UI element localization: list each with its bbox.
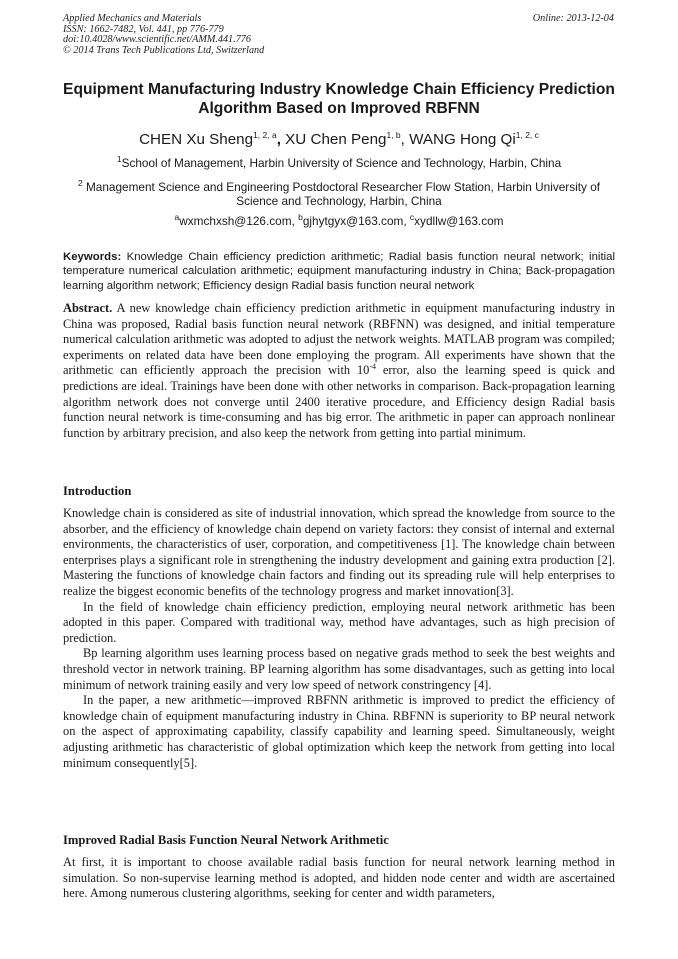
- abstract-text-continued: error, also the learning speed is quick and predictions are ideal. Trainings have been done with other networks in comparison. Back-propagation learning algorithm network does not converge until 2400 iterative procedure, and Efficiency design Radial basis function neural network is time-consuming and has big error. The arithmetic in paper can approach nonlinear function by arbitrary precision, and also keep the network from getting into partial minimum.: [63, 363, 615, 440]
- keywords-label: Keywords:: [63, 251, 122, 263]
- author-superscript: 1, 2, a: [253, 129, 277, 140]
- author-name: WANG Hong Qi: [409, 131, 516, 148]
- section-heading: Improved Radial Basis Function Neural Network Arithmetic: [63, 833, 389, 847]
- issn-line: ISSN: 1662-7482, Vol. 441, pp 776-779: [63, 23, 224, 35]
- author-name: XU Chen Peng: [285, 131, 387, 148]
- error-exponent: -4: [369, 362, 377, 372]
- journal-name: Applied Mechanics and Materials: [63, 13, 202, 24]
- abstract-text: A new knowledge chain efficiency prediction arithmetic in equipment manufacturing industry in China was proposed, Radial basis function neural network (RBFNN) was designed, and initial temperature numerical calculation arithmetic was adopted to adjust the network weights. MATLAB program was compiled; experiments on related data have been done employing the program. All experiments have shown that the arithmetic can efficiently approach the precision with: [63, 301, 615, 378]
- email-superscript: c: [409, 212, 415, 223]
- affiliation-text: Management Science and Engineering Postdoctoral Researcher Flow Station, Harbin University of Science and Technology, Harbin, China: [85, 180, 601, 208]
- email-address[interactable]: wxmchxsh@126.com,: [179, 214, 295, 228]
- paragraph: In the field of knowledge chain efficiency prediction, employing neural network arithmetic has been adopted in this paper. Compared with traditional way, method have advantages, such as high precision of prediction.: [63, 599, 615, 645]
- affiliation-2: [63, 180, 615, 208]
- paragraph: Knowledge chain is considered as site of industrial innovation, which spread the knowledge from source to the absorber, and the efficiency of knowledge chain depend on variety factors: they consist of internal and external environments, the characteristics of user, corporation, and competitiveness [1]. The knowledge chain between enterprises plays a significant role in strengthening the industry development and gaining extra production [2]. Mastering the functions of knowledge chain factors and finding out its spreading rule will help enterprises to realize the biggest economic benefits of the technology progress and market innovation[3].: [63, 506, 615, 598]
- email-address[interactable]: xydllw@163.com: [414, 214, 504, 228]
- affiliation-superscript: 2: [77, 178, 83, 189]
- keywords-text: Knowledge Chain efficiency prediction arithmetic; Radial basis function neural network; initial temperature numerical calculation arithmetic; equipment manufacturing industry in China; Back-propagation learning algorithm network; Efficiency design Radial basis function neural network: [63, 251, 616, 292]
- doi-line[interactable]: doi:10.4028/www.scientific.net/AMM.441.776: [63, 34, 251, 46]
- keywords-block: [63, 250, 615, 293]
- email-line: [63, 214, 615, 228]
- author-superscript: 1, b: [386, 129, 401, 140]
- abstract-label: Abstract.: [63, 301, 113, 315]
- email-address[interactable]: gjhytgyx@163.com,: [302, 214, 407, 228]
- paragraph: Bp learning algorithm uses learning process based on negative grads method to seek the best weights and threshold vector in network training. BP learning algorithm has some disadvantages, such as getting into local minimum of network training easily and very low speed of network constringency [4].: [63, 646, 615, 692]
- email-superscript: a: [174, 212, 180, 223]
- author-line: CHEN Xu Sheng$^{1, 2, a}$, XU Chen Peng$^{1, b}$, WANG Hong Qi$^{1, 2, c}$: [139, 129, 539, 148]
- online-date: Online: 2013-12-04: [532, 13, 614, 24]
- paragraph: At first, it is important to choose available radial basis function for neural network learning method in simulation. So non-supervise learning method is adopted, and hidden node center and width are ascertained here. Among numerous clustering algorithms, seeking for center and width parameters,: [63, 855, 615, 901]
- introduction-body: [63, 506, 615, 771]
- author-name: CHEN Xu Sheng: [139, 131, 254, 148]
- email-superscript: b: [298, 212, 303, 223]
- affiliation-superscript: 1: [116, 154, 122, 165]
- author-superscript: 1, 2, c: [515, 129, 539, 140]
- affiliation-text: School of Management, Harbin University of Science and Technology, Harbin, China: [121, 156, 562, 170]
- journal-header: [63, 14, 264, 56]
- section-body: [63, 855, 615, 902]
- affiliation-1: [63, 156, 615, 170]
- error-base: 10: [356, 363, 370, 378]
- paper-title: Equipment Manufacturing Industry Knowledge Chain Efficiency Prediction Algorithm Based on Improved RBFNN: [63, 81, 615, 117]
- paragraph: In the paper, a new arithmetic—improved RBFNN arithmetic is improved to predict the efficiency of knowledge chain of equipment manufacturing industry in China. RBFNN is superiority to BP neural network on the aspect of approximating capability, classify capability and learning speed. Simultaneously, weight adjusting arithmetic has characteristic of global optimization which keep the network from getting into local minimum consequently[5].: [63, 693, 615, 770]
- copyright-line: © 2014 Trans Tech Publications Ltd, Switzerland: [63, 44, 265, 56]
- introduction-heading: Introduction: [63, 484, 132, 498]
- abstract-block: [63, 301, 615, 441]
